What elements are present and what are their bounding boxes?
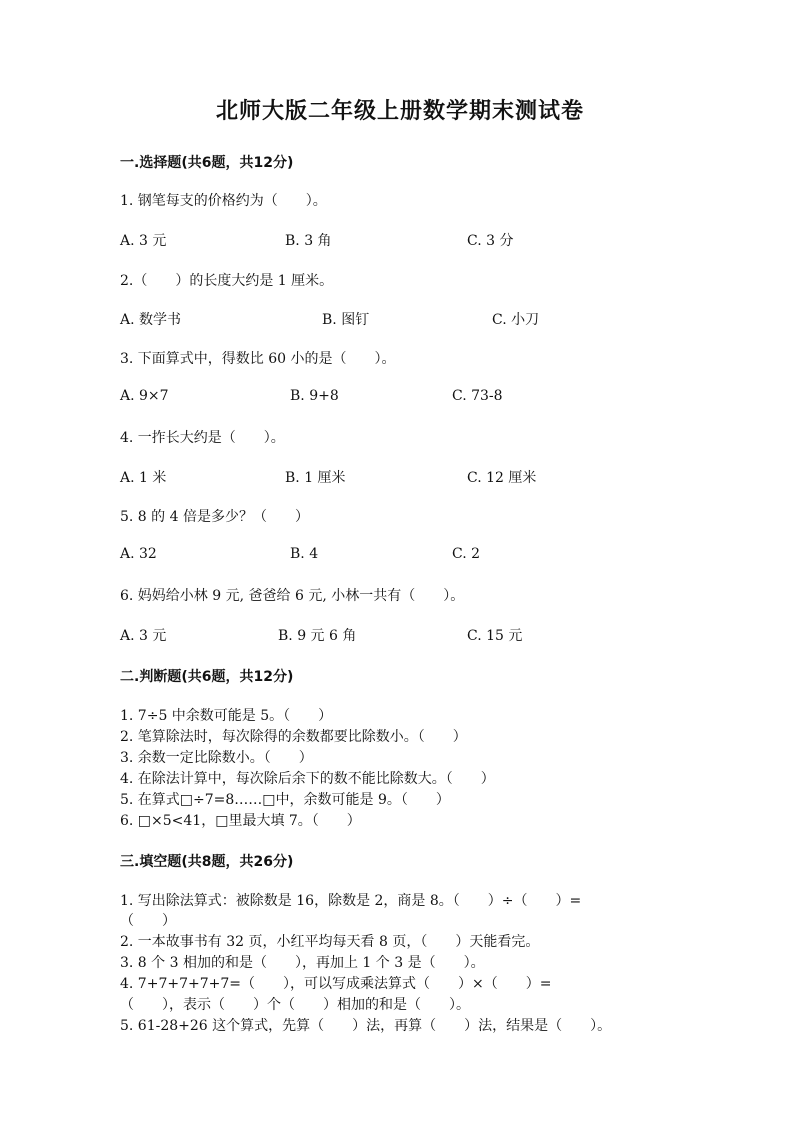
question-3-stem: 3. 下面算式中，得数比 60 小的是（ ）。 (120, 351, 396, 367)
fill-line-4: 4. 7+7+7+7+7=（ ），可以写成乘法算式（ ）×（ ）= (120, 976, 552, 992)
question-3-option-b: B. 9+8 (290, 388, 339, 404)
question-2-option-b: B. 图钉 (322, 312, 370, 328)
fill-line-2: 2. 一本故事书有 32 页，小红平均每天看 8 页，（ ）天能看完。 (120, 934, 540, 950)
question-6-option-c: C. 15 元 (467, 628, 523, 644)
question-5-option-a: A. 32 (120, 546, 157, 562)
fill-line-1-cont: （ ） (120, 913, 176, 929)
question-2-option-a: A. 数学书 (120, 312, 182, 328)
question-1-option-b: B. 3 角 (285, 233, 332, 249)
question-1-option-c: C. 3 分 (467, 233, 514, 249)
question-6-stem: 6. 妈妈给小林 9 元, 爸爸给 6 元, 小林一共有（ ）。 (120, 588, 465, 604)
question-4-option-c: C. 12 厘米 (467, 470, 537, 486)
fill-line-5: 5. 61-28+26 这个算式，先算（ ）法，再算（ ）法，结果是（ ）。 (120, 1018, 612, 1034)
section-heading-judge: 二.判断题(共6题，共12分) (120, 669, 294, 685)
fill-line-3: 3. 8 个 3 相加的和是（ ），再加上 1 个 3 是（ ）。 (120, 955, 485, 971)
question-5-option-b: B. 4 (290, 546, 319, 562)
page-title: 北师大版二年级上册数学期末测试卷 (215, 99, 584, 124)
question-5-stem: 5. 8 的 4 倍是多少？（ ） (120, 509, 309, 525)
question-6-option-a: A. 3 元 (120, 628, 167, 644)
question-3-option-c: C. 73-8 (452, 388, 503, 404)
section-heading-fill: 三.填空题(共8题，共26分) (120, 854, 294, 870)
question-4-option-b: B. 1 厘米 (285, 470, 346, 486)
question-6-option-b: B. 9 元 6 角 (278, 628, 357, 644)
question-2-option-c: C. 小刀 (492, 312, 540, 328)
judge-item-1: 1. 7÷5 中余数可能是 5。（ ） (120, 708, 333, 724)
fill-line-4-cont: （ ），表示（ ）个（ ）相加的和是（ ）。 (120, 997, 470, 1013)
section-heading-choice: 一.选择题(共6题，共12分) (120, 155, 294, 171)
judge-item-2: 2. 笔算除法时，每次除得的余数都要比除数小。（ ） (120, 729, 467, 745)
question-4-option-a: A. 1 米 (120, 470, 167, 486)
judge-item-6: 6. □×5<41，□里最大填 7。（ ） (120, 813, 361, 829)
question-2-stem: 2.（ ）的长度大约是 1 厘米。 (120, 273, 334, 289)
question-5-option-c: C. 2 (452, 546, 481, 562)
question-1-option-a: A. 3 元 (120, 233, 167, 249)
judge-item-4: 4. 在除法计算中，每次除后余下的数不能比除数大。（ ） (120, 771, 495, 787)
judge-item-3: 3. 余数一定比除数小。（ ） (120, 750, 313, 766)
fill-line-1: 1. 写出除法算式：被除数是 16，除数是 2，商是 8。（ ）÷（ ）= (120, 893, 582, 909)
question-4-stem: 4. 一拃长大约是（ ）。 (120, 430, 285, 446)
question-3-option-a: A. 9×7 (120, 388, 169, 404)
question-1-stem: 1. 钢笔每支的价格约为（ ）。 (120, 193, 327, 209)
judge-item-5: 5. 在算式□÷7=8……□中，余数可能是 9。（ ） (120, 792, 450, 808)
